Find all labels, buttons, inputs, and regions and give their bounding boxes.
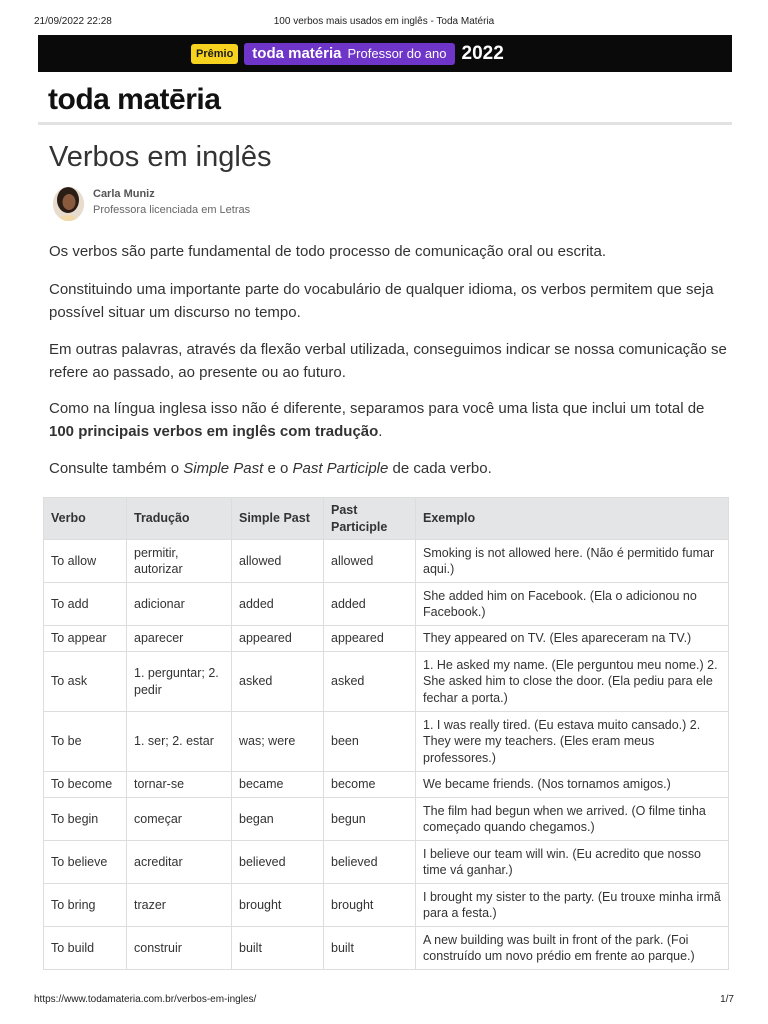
cell-translation: aparecer [127,626,232,652]
cell-simple-past: appeared [232,626,324,652]
column-header-past-participle: Past Participle [324,498,416,540]
table-row [44,884,729,927]
cell-simple-past: began [232,798,324,841]
cell-translation: 1. perguntar; 2. pedir [127,652,232,712]
cell-past-participle: begun [324,798,416,841]
print-doc-title: 100 verbos mais usados em inglês - Toda Matéria [273,16,495,27]
cell-simple-past: added [232,583,324,626]
cell-simple-past: allowed [232,540,324,583]
past-participle-term: Past Participle [292,460,389,477]
column-header-verb: Verbo [44,498,127,540]
cell-simple-past: was; were [232,712,324,772]
cell-verb: To build [44,927,127,970]
paragraph-5-end: de cada verbo. [388,460,492,477]
cell-translation: começar [127,798,232,841]
table-row [44,841,729,884]
cell-verb: To ask [44,652,127,712]
cell-past-participle: been [324,712,416,772]
cell-example: 1. He asked my name. (Ele perguntou meu nome.) 2. She asked him to close the door. (Ela pediu para ele fechar a porta.) [416,652,729,712]
cell-translation: adicionar [127,583,232,626]
cell-translation: trazer [127,884,232,927]
cell-verb: To believe [44,841,127,884]
table-row [44,927,729,970]
award-banner[interactable] [38,35,732,72]
cell-example: Smoking is not allowed here. (Não é permitido fumar aqui.) [416,540,729,583]
cell-past-participle: believed [324,841,416,884]
award-year: 2022 [461,42,504,64]
table-row [44,772,729,798]
simple-past-term: Simple Past [183,460,264,477]
award-banner-content [191,41,504,66]
cell-example: The film had begun when we arrived. (O filme tinha começado quando chegamos.) [416,798,729,841]
cell-simple-past: built [232,927,324,970]
author-avatar [53,187,84,221]
paragraph-4-text: Como na língua inglesa isso não é diferente, separamos para você uma lista que inclui um total de [49,400,705,417]
column-header-example: Exemplo [416,498,729,540]
cell-past-participle: become [324,772,416,798]
cell-example: I brought my sister to the party. (Eu trouxe minha irmã para a festa.) [416,884,729,927]
page-number: 1/7 [720,994,734,1005]
print-datetime: 21/09/2022 22:28 [34,16,112,27]
author-photo-icon [53,187,84,221]
page-title: Verbos em inglês [49,141,272,173]
cell-past-participle: brought [324,884,416,927]
cell-verb: To be [44,712,127,772]
site-logo[interactable]: toda matēria [48,83,221,116]
cell-verb: To appear [44,626,127,652]
header-divider [38,122,732,125]
award-brand: toda matéria [252,45,342,62]
cell-example: A new building was built in front of the park. (Foi construído um novo prédio em frente ao parque.) [416,927,729,970]
column-header-simple-past: Simple Past [232,498,324,540]
cell-verb: To add [44,583,127,626]
table-row [44,583,729,626]
cell-simple-past: became [232,772,324,798]
paragraph-5-middle: e o [263,460,293,477]
author-role: Professora licenciada em Letras [93,204,251,216]
paragraph-4-end: . [378,422,383,440]
cell-translation: tornar-se [127,772,232,798]
cell-simple-past: brought [232,884,324,927]
cell-past-participle: added [324,583,416,626]
print-footer [34,994,734,1008]
cell-past-participle: appeared [324,626,416,652]
table-row [44,652,729,712]
column-header-translation: Tradução [127,498,232,540]
cell-verb: To bring [44,884,127,927]
page-url[interactable]: https://www.todamateria.com.br/verbos-em-ingles/ [34,994,257,1005]
cell-translation: construir [127,927,232,970]
cell-verb: To begin [44,798,127,841]
cell-example: I believe our team will win. (Eu acredito que nosso time vá ganhar.) [416,841,729,884]
cell-translation: 1. ser; 2. estar [127,712,232,772]
paragraph-3: Em outras palavras, através da flexão verbal utilizada, conseguimos indicar se nossa comunicação se refere ao passado, ao presente ou ao futuro. [49,341,727,381]
cell-translation: permitir, autorizar [127,540,232,583]
paragraph-4 [49,398,729,443]
paragraph-5 [49,458,729,481]
cell-example: 1. I was really tired. (Eu estava muito cansado.) 2. They were my teachers. (Eles eram meus professores.) [416,712,729,772]
award-pill [244,43,454,65]
paragraph-2: Constituindo uma importante parte do vocabulário de qualquer idioma, os verbos permitem que seja possível situar um discurso no tempo. [49,281,714,321]
paragraph-4-highlight: 100 principais verbos em inglês com tradução [49,422,379,440]
cell-example: They appeared on TV. (Eles apareceram na TV.) [416,626,729,652]
premio-badge: Prêmio [191,44,238,64]
award-role: Professor do ano [347,46,447,61]
cell-example: She added him on Facebook. (Ela o adicionou no Facebook.) [416,583,729,626]
cell-verb: To allow [44,540,127,583]
table-row [44,626,729,652]
table-row [44,798,729,841]
cell-past-participle: allowed [324,540,416,583]
cell-simple-past: asked [232,652,324,712]
cell-simple-past: believed [232,841,324,884]
cell-past-participle: built [324,927,416,970]
paragraph-5-text: Consulte também o [49,460,184,477]
cell-past-participle: asked [324,652,416,712]
cell-translation: acreditar [127,841,232,884]
table-header-row [44,498,729,540]
table-row [44,712,729,772]
table-row [44,540,729,583]
cell-example: We became friends. (Nos tornamos amigos.) [416,772,729,798]
author-name[interactable]: Carla Muniz [93,188,155,200]
print-header [34,16,734,30]
verbs-table [43,497,729,970]
paragraph-1: Os verbos são parte fundamental de todo processo de comunicação oral ou escrita. [49,243,606,260]
cell-verb: To become [44,772,127,798]
